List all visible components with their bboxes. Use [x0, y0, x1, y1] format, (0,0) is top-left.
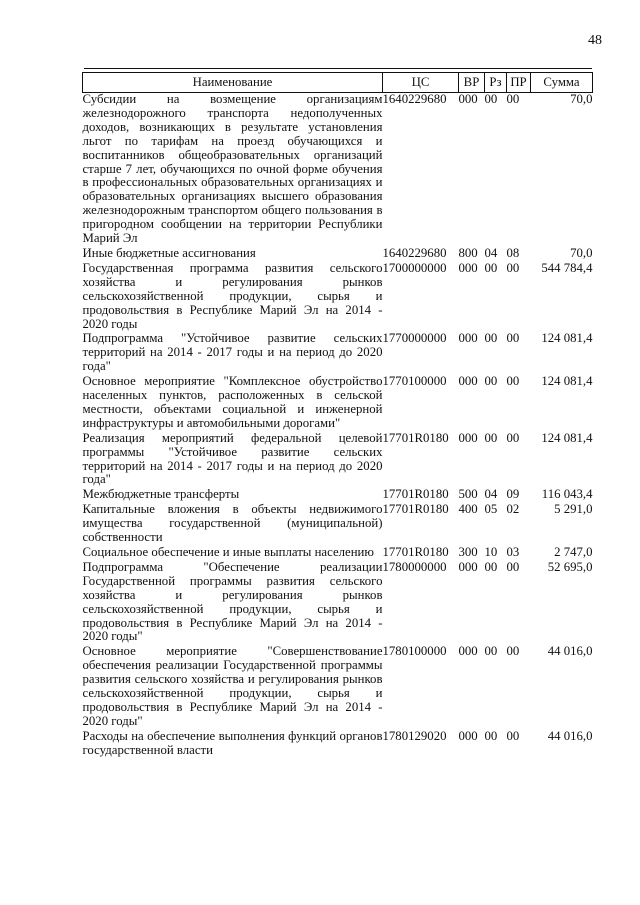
row-name: Подпрограмма "Устойчивое развитие сельских территорий на 2014 - 2017 годы и на период до 2020 года": [82, 331, 383, 374]
table-row: [83, 561, 593, 645]
row-vr: 500: [458, 487, 478, 502]
header-sum: Сумма: [531, 73, 593, 93]
row-name: Основное мероприятие "Совершенствование обеспечения реализации Государственной программы развития сельского хозяйства и регулирования рынков сельскохозяйственной продукции, сырья и продовольствия в Республике Марий Эл на 2014 - 2020 годы": [82, 644, 383, 728]
row-code: 17701R0180: [382, 502, 449, 517]
table-row: [83, 375, 593, 432]
table-row: [83, 262, 593, 333]
row-name: Основное мероприятие "Комплексное обустройство населенных пунктов, расположенных в сельской местности, объектами социальной и инженерной инфраструктуры и автомобильными дорогами": [82, 374, 383, 430]
row-sum: 116 043,4: [541, 487, 593, 502]
row-code: 1780129020: [382, 728, 447, 743]
row-rz: 04: [484, 487, 498, 502]
row-name: Социальное обеспечение и иные выплаты населению: [82, 545, 374, 559]
header-vr: ВР: [459, 73, 485, 93]
row-pr: 00: [506, 374, 520, 389]
row-name: Субсидии на возмещение организациям железнодорожного транспорта недополученных доходов, возникающих в результате установления льгот по тарифам на проезд обучающихся и воспитанников общеобразовательных организаций старше 7 лет, обучающихся по очной форме обучения в профессиональных образовательных организациях и образовательных организациях высшего образования железнодорожным транспортом общего пользования в пригородном сообщении на территории Республики Марий Эл: [82, 92, 383, 246]
row-sum: 124 081,4: [541, 374, 593, 389]
row-name: Реализация мероприятий федеральной целевой программы "Устойчивое развитие сельских территорий на 2014 - 2017 годы и на период до 2020 года": [82, 430, 383, 487]
row-sum: 5 291,0: [554, 502, 593, 517]
row-vr: 300: [458, 545, 478, 559]
row-rz: 00: [484, 331, 498, 346]
row-vr: 000: [458, 331, 478, 346]
row-code: 1770000000: [382, 331, 447, 346]
row-pr: 02: [506, 502, 520, 517]
row-sum: 44 016,0: [547, 644, 593, 659]
row-vr: 000: [458, 374, 478, 389]
row-code: 17701R0180: [382, 487, 449, 502]
row-sum: 124 081,4: [541, 331, 593, 346]
row-vr: 800: [458, 245, 478, 260]
row-sum: 2 747,0: [554, 545, 593, 559]
row-sum: 124 081,4: [541, 430, 593, 445]
row-rz: 00: [484, 430, 498, 445]
row-pr: 09: [506, 487, 520, 502]
row-rz: 00: [484, 260, 498, 275]
row-rz: 00: [484, 728, 498, 743]
row-pr: 00: [506, 260, 520, 275]
row-name: Подпрограмма "Обеспечение реализации Государственной программы развития сельского хозяйства и регулирования рынков сельскохозяйственной продукции, сырья и продовольствия в Республике Марий Эл на 2014 - 2020 годы": [82, 559, 383, 644]
row-code: 1770100000: [382, 374, 447, 389]
row-code: 1700000000: [382, 260, 447, 275]
row-vr: 000: [458, 92, 478, 106]
row-vr: 000: [458, 644, 478, 659]
table-row: [83, 93, 593, 247]
row-rz: 04: [484, 245, 498, 260]
table-row: [83, 247, 593, 262]
table-body: [83, 93, 593, 759]
table-row: [83, 645, 593, 729]
row-sum: 70,0: [570, 245, 593, 260]
row-pr: 00: [506, 559, 520, 574]
row-code: 1640229680: [382, 92, 447, 106]
table-row: [83, 546, 593, 561]
table-header: [83, 73, 593, 93]
row-pr: 08: [506, 245, 520, 260]
row-pr: 00: [506, 728, 520, 743]
header-code: ЦС: [383, 73, 459, 93]
row-vr: 400: [458, 502, 478, 517]
row-vr: 000: [458, 260, 478, 275]
row-pr: 00: [506, 331, 520, 346]
row-code: 17701R0180: [382, 430, 449, 445]
row-sum: 52 695,0: [547, 559, 593, 574]
row-rz: 00: [484, 559, 498, 574]
table-row: [83, 488, 593, 503]
top-rule: [84, 68, 592, 69]
table-row: [83, 332, 593, 375]
row-sum: 44 016,0: [547, 728, 593, 743]
row-code: 1780100000: [382, 644, 447, 659]
row-vr: 000: [458, 559, 478, 574]
row-rz: 10: [484, 545, 498, 559]
row-code: 17701R0180: [382, 545, 449, 559]
row-sum: 544 784,4: [541, 260, 593, 275]
row-vr: 000: [458, 728, 478, 743]
row-pr: 00: [506, 644, 520, 659]
row-pr: 00: [506, 92, 520, 106]
row-name: Расходы на обеспечение выполнения функций органов государственной власти: [82, 728, 383, 757]
row-rz: 00: [484, 374, 498, 389]
row-pr: 00: [506, 430, 520, 445]
row-code: 1640229680: [382, 245, 447, 260]
budget-table: [82, 72, 593, 759]
row-code: 1780000000: [382, 559, 447, 574]
row-vr: 000: [458, 430, 478, 445]
row-rz: 00: [484, 92, 498, 106]
header-pr: ПР: [507, 73, 531, 93]
row-rz: 00: [484, 644, 498, 659]
table-row: [83, 503, 593, 546]
row-name: Государственная программа развития сельского хозяйства и регулирования рынков сельскохозяйственной продукции, сырья и продовольствия в Республике Марий Эл на 2014 - 2020 годы: [82, 260, 383, 331]
row-sum: 70,0: [570, 92, 593, 106]
table-row: [83, 432, 593, 489]
header-rz: Рз: [485, 73, 507, 93]
row-name: Иные бюджетные ассигнования: [82, 245, 256, 260]
row-rz: 05: [484, 502, 498, 517]
page-number: 48: [588, 33, 602, 48]
header-name: Наименование: [83, 73, 383, 93]
row-pr: 03: [506, 545, 520, 559]
table-row: [83, 730, 593, 759]
row-name: Капитальные вложения в объекты недвижимого имущества государственной (муниципальной) собственности: [82, 502, 383, 545]
row-name: Межбюджетные трансферты: [82, 487, 240, 502]
